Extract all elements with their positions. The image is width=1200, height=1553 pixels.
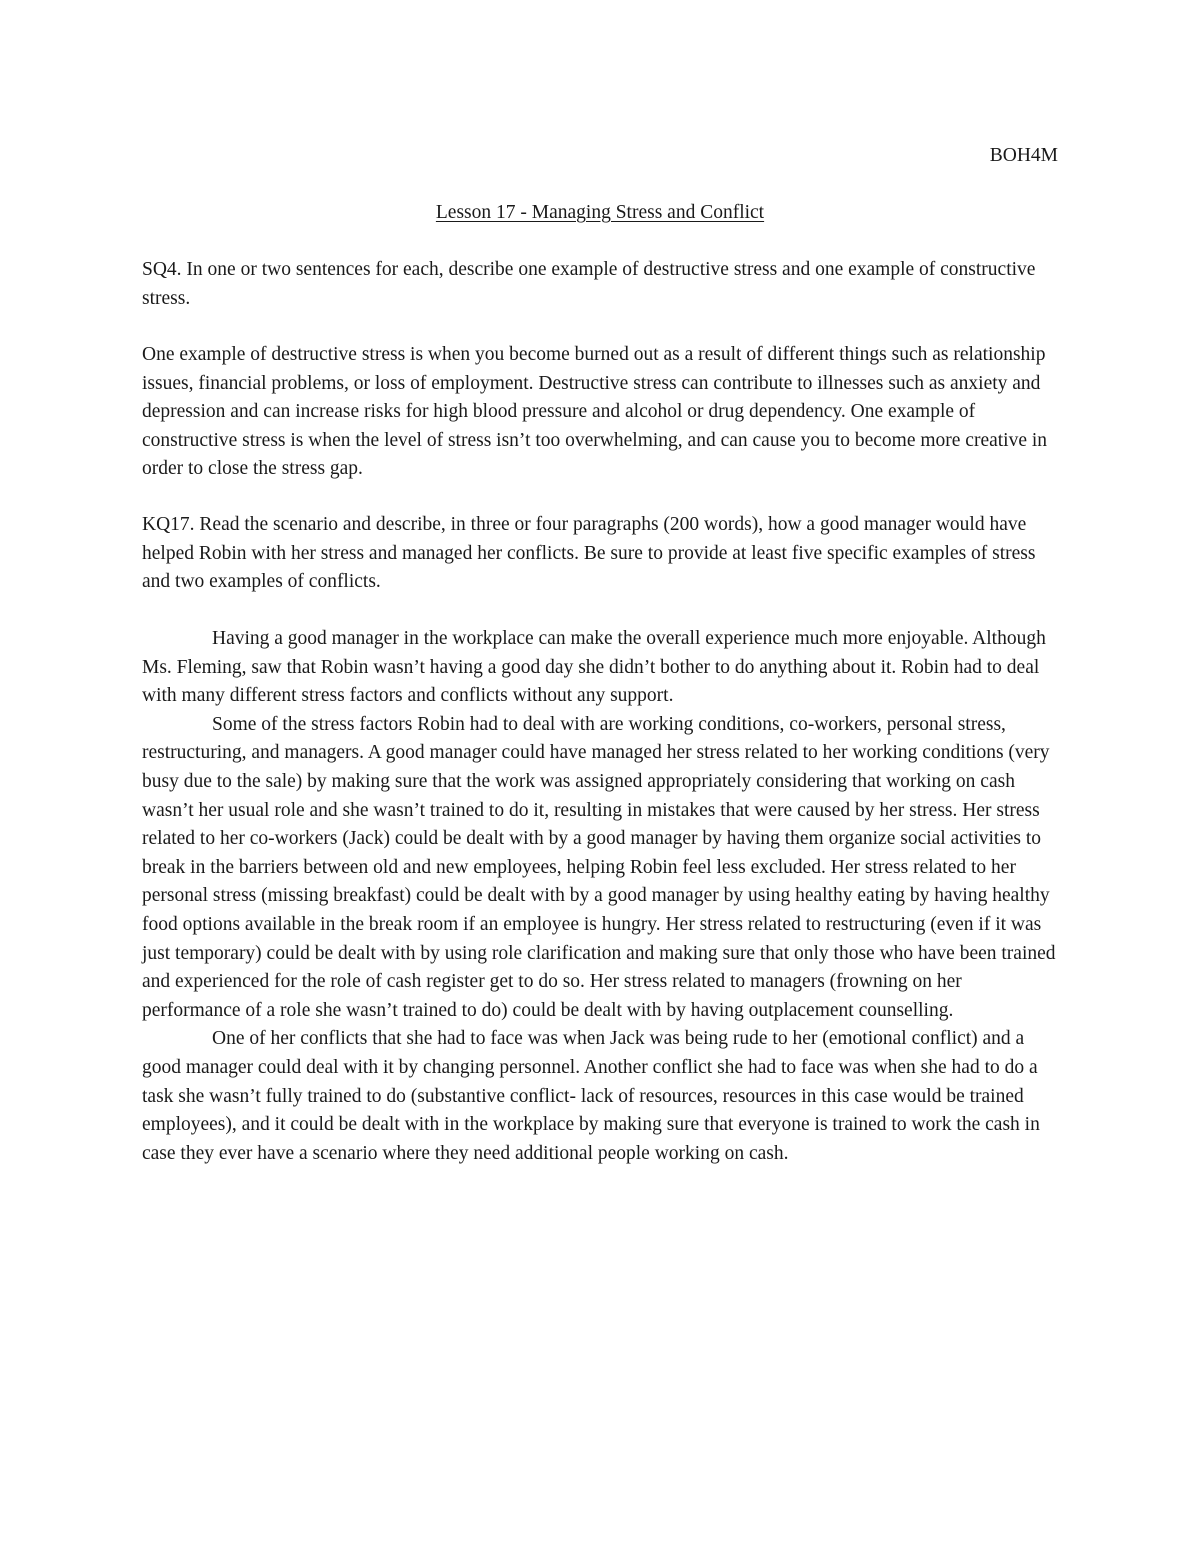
sq4-answer: One example of destructive stress is when you become burned out as a result of different things such as relationship issues, financial problems, or loss of employment. Destructive stress can contribute to illnesses such as anxiety and depression and can increase risks for high blood pressure and alcohol or drug dependency. One example of constructive stress is when the level of stress isn’t too overwhelming, and can cause you to become more creative in order to close the stress gap. (142, 344, 1048, 480)
sq4-question: SQ4. In one or two sentences for each, describe one example of destructive stress and one example of constructive stress. (142, 259, 1036, 309)
kq17-paragraph-2: Some of the stress factors Robin had to deal with are working conditions, co-workers, personal stress, restructuring, and managers. A good manager could have managed her stress related to her working conditions (very busy due to the sale) by making sure that the work was assigned appropriately considering that working on cash wasn’t her usual role and she wasn’t trained to do it, resulting in mistakes that were caused by her stress. Her stress related to her co-workers (Jack) could be dealt with by a good manager by having them organize social activities to break in the barriers between old and new employees, helping Robin feel less excluded. Her stress related to her personal stress (missing breakfast) could be dealt with by a good manager by using healthy eating by having healthy food options available in the break room if an employee is hungry. Her stress related to restructuring (even if it was just temporary) could be dealt with by using role clarification and making sure that only those who have been trained and experienced for the role of cash register get to do so. Her stress related to managers (frowning on her performance of a role she wasn’t trained to do) could be dealt with by having outplacement counselling. (142, 713, 1056, 1021)
kq17-answer (142, 625, 1062, 1168)
page-title-text: Lesson 17 - Managing Stress and Conflict (435, 202, 765, 223)
page-title (0, 199, 1200, 227)
kq17-paragraph-1: Having a good manager in the workplace can make the overall experience much more enjoyable. Although Ms. Fleming, saw that Robin wasn’t having a good day she didn’t bother to do anything about it. Robin had to deal with many different stress factors and conflicts without any support. (142, 628, 1046, 707)
course-code: BOH4M (989, 145, 1058, 166)
kq17-question: KQ17. Read the scenario and describe, in three or four paragraphs (200 words), how a good manager would have helped Robin with her stress and managed her conflicts. Be sure to provide at least five specific examples of stress and two examples of conflicts. (142, 514, 1036, 593)
kq17-paragraph-3: One of her conflicts that she had to face was when Jack was being rude to her (emotional conflict) and a good manager could deal with it by changing personnel. Another conflict she had to face was when she had to do a task she wasn’t fully trained to do (substantive conflict- lack of resources, resources in this case would be trained employees), and it could be dealt with in the workplace by making sure that everyone is trained to work the cash in case they ever have a scenario where they need additional people working on cash. (142, 1028, 1040, 1164)
